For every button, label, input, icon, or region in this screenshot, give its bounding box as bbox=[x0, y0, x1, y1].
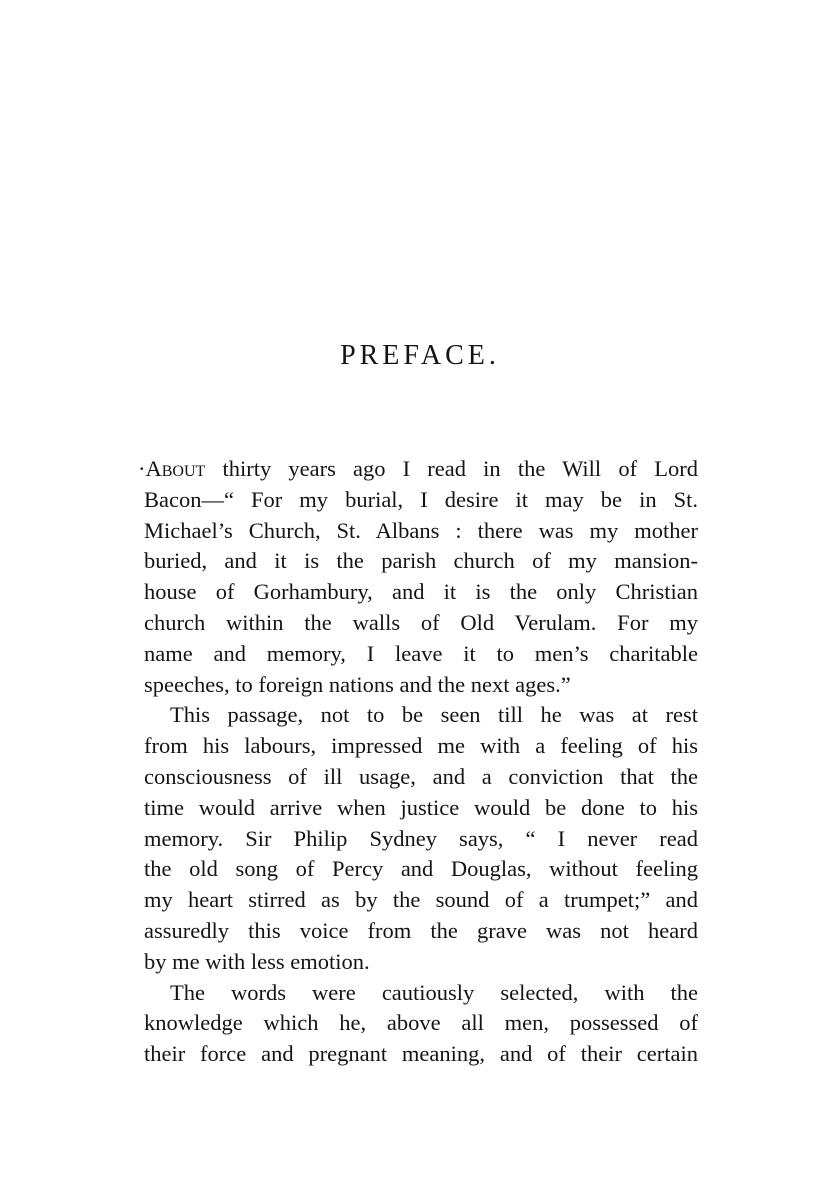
text-line: Bacon—“ For my burial, I desire it may be in St. bbox=[144, 486, 698, 512]
text-line: consciousness of ill usage, and a conviction that the bbox=[144, 763, 698, 789]
text-line: my heart stirred as by the sound of a trumpet;” and bbox=[144, 887, 698, 913]
lead-word: ·About bbox=[138, 456, 206, 481]
text-line: Michael’s Church, St. Albans : there was my mother bbox=[144, 517, 698, 543]
text-line: the old song of Percy and Douglas, without feeling bbox=[144, 856, 698, 882]
text-line: assuredly this voice from the grave was not heard bbox=[144, 917, 698, 943]
text-line: church within the walls of Old Verulam. For my bbox=[144, 609, 698, 635]
paragraph-2 bbox=[144, 700, 698, 977]
text-line: buried, and it is the parish church of my mansion- bbox=[144, 548, 698, 574]
text-line: house of Gorhambury, and it is the only Christian bbox=[144, 579, 698, 605]
text-line: This passage, not to be seen till he was at rest bbox=[170, 702, 698, 728]
text-line: memory. Sir Philip Sydney says, “ I never read bbox=[144, 825, 698, 851]
text-line: from his labours, impressed me with a feeling of his bbox=[144, 733, 698, 759]
paragraph-1 bbox=[138, 454, 698, 700]
text-line: knowledge which he, above all men, possessed of bbox=[144, 1010, 698, 1036]
text-line: time would arrive when justice would be done to his bbox=[144, 794, 698, 820]
paragraph-3 bbox=[144, 978, 698, 1070]
text-line: by me with less emotion. bbox=[144, 948, 370, 974]
page-title: PREFACE. bbox=[340, 340, 500, 371]
text-line: their force and pregnant meaning, and of their certain bbox=[144, 1041, 698, 1067]
text-line: ·About thirty years ago I read in the Will of Lord bbox=[138, 456, 698, 481]
text-line: speeches, to foreign nations and the next ages.” bbox=[144, 671, 571, 697]
text-line: The words were cautiously selected, with the bbox=[170, 979, 698, 1005]
text-line: name and memory, I leave it to men’s charitable bbox=[144, 640, 698, 666]
preface-body bbox=[138, 454, 698, 1070]
